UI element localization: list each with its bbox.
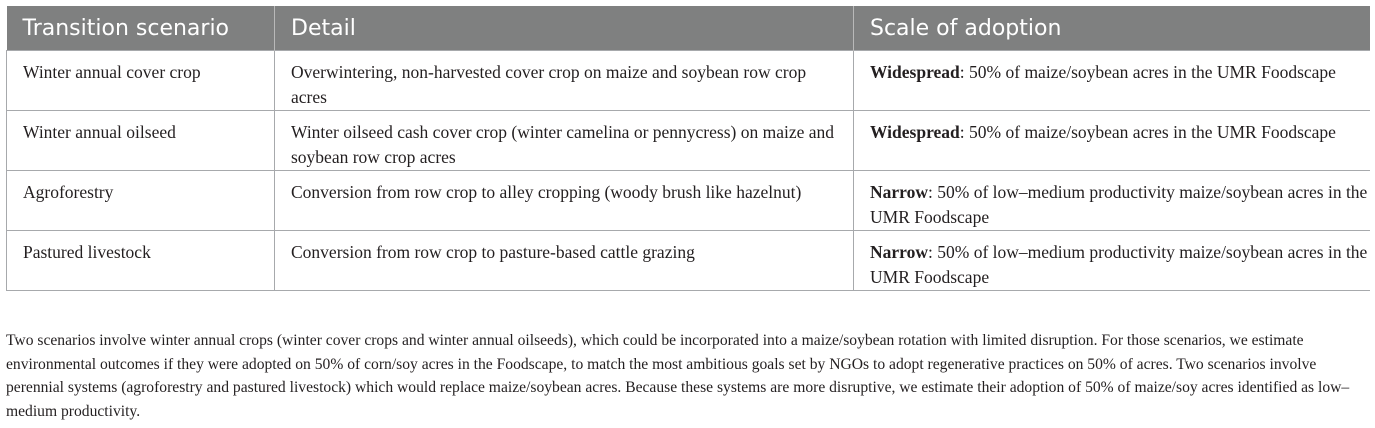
scale-text: : 50% of maize/soybean acres in the UMR Foodscape <box>959 122 1336 142</box>
table-body <box>7 51 1370 291</box>
scale-cell <box>854 111 1370 171</box>
scale-text: : 50% of low–medium productivity maize/soybean acres in the UMR Foodscape <box>870 182 1368 227</box>
detail-cell: Conversion from row crop to pasture-based cattle grazing <box>275 231 854 291</box>
scenario-cell: Pastured livestock <box>7 231 275 291</box>
scale-cell <box>854 171 1370 231</box>
header-row <box>7 6 1370 51</box>
table-row <box>7 231 1370 291</box>
scale-label: Widespread <box>870 62 960 82</box>
header-transition-scenario: Transition scenario <box>7 6 275 51</box>
scenario-cell: Winter annual cover crop <box>7 51 275 111</box>
header-scale-of-adoption: Scale of adoption <box>854 6 1370 51</box>
scale-text: : 50% of low–medium productivity maize/soybean acres in the UMR Foodscape <box>870 242 1368 287</box>
table-header <box>7 6 1370 51</box>
table-row <box>7 51 1370 111</box>
detail-cell: Conversion from row crop to alley cropping (woody brush like hazelnut) <box>275 171 854 231</box>
detail-cell: Winter oilseed cash cover crop (winter camelina or pennycress) on maize and soybean row crop acres <box>275 111 854 171</box>
scale-text: : 50% of maize/soybean acres in the UMR Foodscape <box>959 62 1336 82</box>
table-row <box>7 111 1370 171</box>
table-row <box>7 171 1370 231</box>
scale-cell <box>854 231 1370 291</box>
table-footnote: Two scenarios involve winter annual crops (winter cover crops and winter annual oilseeds), which could be incorporated into a maize/soybean rotation with limited disruption. For those scenarios, we estimate environmental outcomes if they were adopted on 50% of corn/soy acres in the Foodscape, to match the most ambitious goals set by NGOs to adopt regenerative practices on 50% of acres. Two scenarios involve perennial systems (agroforestry and pastured livestock) which would replace maize/soybean acres. Because these systems are more disruptive, we estimate their adoption of 50% of maize/soy acres identified as low–medium productivity. <box>6 332 1350 420</box>
scale-label: Narrow <box>870 182 928 202</box>
header-detail: Detail <box>275 6 854 51</box>
scenario-cell: Agroforestry <box>7 171 275 231</box>
scenario-table-container <box>6 6 1369 291</box>
detail-cell: Overwintering, non-harvested cover crop on maize and soybean row crop acres <box>275 51 854 111</box>
scale-label: Widespread <box>870 122 960 142</box>
scale-label: Narrow <box>870 242 928 262</box>
transition-scenario-table <box>6 6 1370 291</box>
scale-cell <box>854 51 1370 111</box>
scenario-cell: Winter annual oilseed <box>7 111 275 171</box>
